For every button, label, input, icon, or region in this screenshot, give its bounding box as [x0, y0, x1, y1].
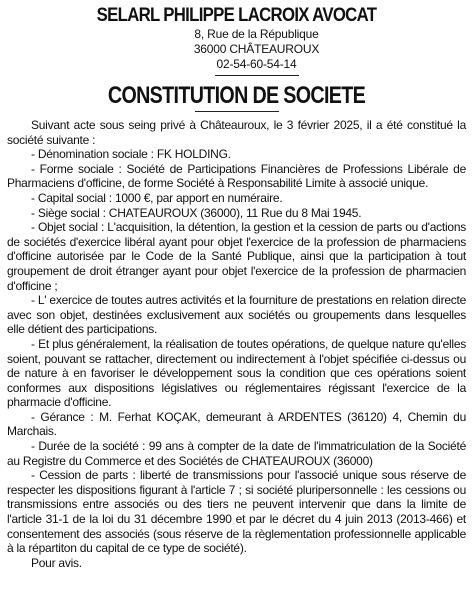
- firm-name: SELARL PHILIPPE LACROIX AVOCAT: [96, 4, 377, 26]
- management-item: - Gérance : M. Ferhat KOÇAK, demeurant à ARDENTES (36120) 4, Chemin du Marchais.: [7, 409, 466, 439]
- legal-form-item: - Forme sociale : Société de Participations Financières de Professions Libérale de Pharmaciens d'officine, de forme Société à Responsabilité Limite à associé unique.: [7, 161, 466, 191]
- denomination-item: - Dénomination sociale : FK HOLDING.: [31, 147, 231, 162]
- notice-header: [7, 4, 466, 112]
- closing-line: Pour avis.: [31, 555, 82, 570]
- duration-item: - Durée de la société : 99 ans à compter de la date de l'immatriculation de la Société au Registre du Commerce et des Sociétés de CHATEAUROUX (36000): [7, 439, 466, 468]
- address-line-2: 36000 CHÂTEAUROUX: [193, 42, 320, 56]
- notice-body: [7, 118, 466, 570]
- general-operations-item: - Et plus généralement, la réalisation de toutes opérations, de quelque nature qu'elles soient, pouvant se rattacher, directement ou indirectement à l'objet spécifiée ci-dessus ou de nature à en favoriser le développement sous la condition que ces opérations soient conformes aux dispositions législatives ou réglementaires régissant l'exercice de la pharmacie d'officine.: [7, 336, 466, 410]
- other-activities-item: - L' exercice de toutes autres activités et la fourniture de prestations en relation directe avec son objet, destinées exclusivement aux sociétés ou groupements dans lesquelles elle détient des participations.: [7, 293, 466, 337]
- corporate-purpose-item: - Objet social : L'acquisition, la détention, la gestion et la cession de parts ou d'actions de sociétés d'exercice libéral ayant pour objet l'exercice de la profession de pharmaciens d'officine autorisée par le Code de la Santé Publique, ainsi que la participation à tout groupement de droit étranger ayant pour objet l'exercice de la profession de pharmacien d'officine ;: [7, 220, 466, 293]
- notice-title: CONSTITUTION DE SOCIETE: [107, 82, 366, 109]
- intro-paragraph: Suivant acte sous seing privé à Châteauroux, le 3 février 2025, il a été constitué la société suivante :: [7, 118, 466, 147]
- header-divider: [215, 75, 299, 76]
- address-line-1: 8, Rue de la République: [194, 27, 319, 41]
- capital-item: - Capital social : 1000 €, par apport en numéraire.: [31, 190, 283, 205]
- title-divider: [195, 111, 279, 112]
- phone-number: 02-54-60-54-14: [216, 57, 297, 71]
- registered-office-item: - Siège social : CHATEAUROUX (36000), 11 Rue du 8 Mai 1945.: [31, 205, 362, 220]
- share-transfer-item: - Cession de parts : liberté de transmissions pour l'associé unique sous réserve de respecter les dispositions figurant à l'article 7 ; si société pluripersonnelle : les cessions ou transmissions entre associés ou des tiers ne peuvent intervenir que dans la limite de l'article 31-1 de la loi du 31 décembre 1990 et par le décret du 4 juin 2013 (2013-466) et consentement des associés (sous réserve de la règlementation professionnelle applicable à la répartiton du capital de ce type de société).: [7, 468, 466, 556]
